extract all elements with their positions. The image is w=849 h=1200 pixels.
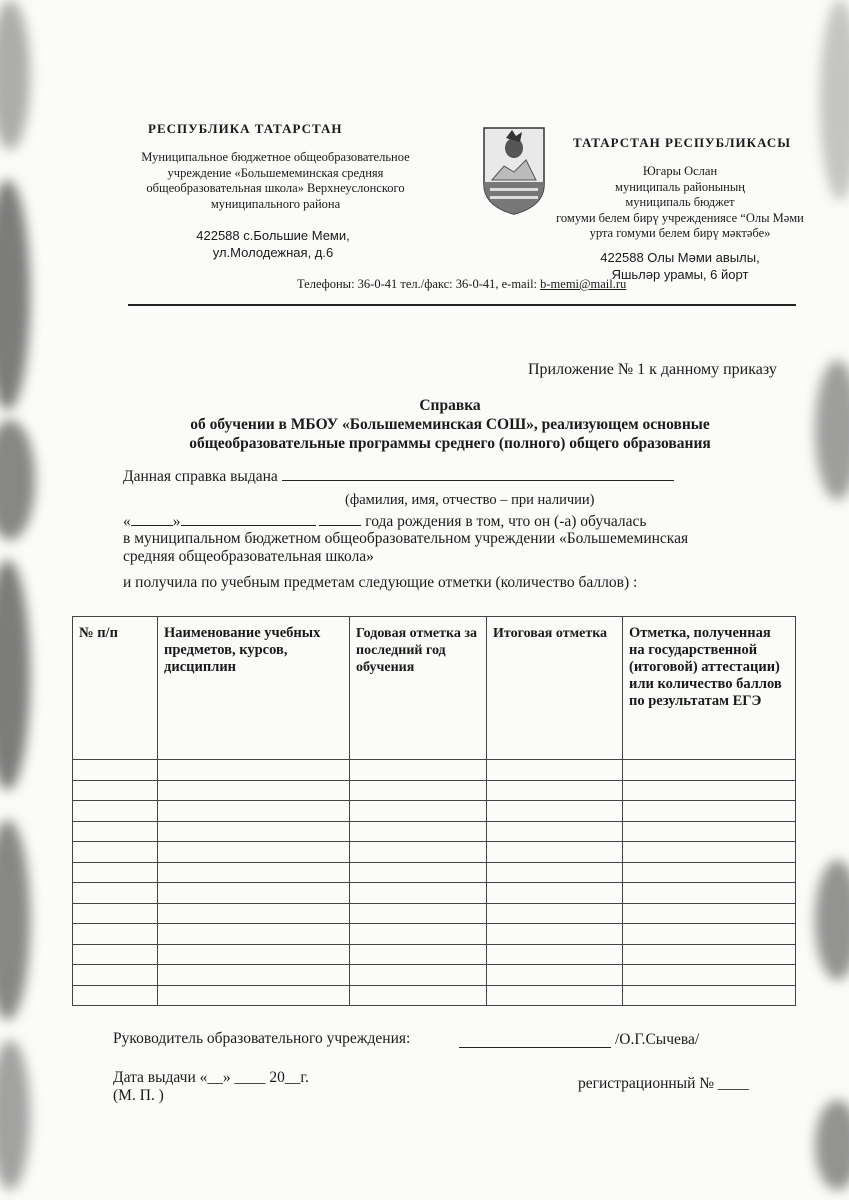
table-cell[interactable] — [350, 965, 487, 986]
table-row — [73, 780, 796, 801]
table-cell[interactable] — [623, 924, 796, 945]
table-cell[interactable] — [623, 985, 796, 1006]
table-row — [73, 760, 796, 781]
col-exam-result: Отметка, полученная на государственной (итоговой) аттестации) или количество баллов по результатам ЕГЭ — [623, 617, 796, 760]
table-row — [73, 842, 796, 863]
table-cell[interactable] — [73, 985, 158, 1006]
table-cell[interactable] — [350, 903, 487, 924]
table-cell[interactable] — [487, 760, 623, 781]
registration-number: регистрационный № ____ — [578, 1075, 749, 1092]
email-link[interactable]: b-memi@mail.ru — [540, 277, 627, 291]
table-cell[interactable] — [73, 965, 158, 986]
director-name: /О.Г.Сычева/ — [615, 1031, 700, 1048]
table-cell[interactable] — [350, 985, 487, 1006]
table-cell[interactable] — [158, 821, 350, 842]
table-cell[interactable] — [623, 965, 796, 986]
table-cell[interactable] — [73, 801, 158, 822]
coat-of-arms-icon — [482, 126, 546, 216]
table-cell[interactable] — [623, 780, 796, 801]
table-cell[interactable] — [487, 903, 623, 924]
director-signature-field[interactable] — [459, 1047, 611, 1048]
table-cell[interactable] — [623, 883, 796, 904]
table-cell[interactable] — [158, 985, 350, 1006]
table-cell[interactable] — [487, 842, 623, 863]
table-cell[interactable] — [623, 760, 796, 781]
table-cell[interactable] — [73, 903, 158, 924]
table-cell[interactable] — [623, 842, 796, 863]
birth-line: « » года рождения в том, что он (-а) обучалась — [123, 513, 647, 530]
table-cell[interactable] — [623, 821, 796, 842]
table-cell[interactable] — [487, 944, 623, 965]
table-row — [73, 985, 796, 1006]
table-cell[interactable] — [73, 862, 158, 883]
table-cell[interactable] — [487, 924, 623, 945]
table-cell[interactable] — [158, 842, 350, 863]
col-subject: Наименование учебных предметов, курсов, дисциплин — [158, 617, 350, 760]
institution-right: Югары Ослан муниципаль районының муниципаль бюджет гомуми белем бирү учреждениясе “Олы Мәми урта гомуми белем бирү мәктәбе» — [556, 164, 804, 240]
table-cell[interactable] — [487, 862, 623, 883]
col-number: № п/п — [73, 617, 158, 760]
table-cell[interactable] — [487, 801, 623, 822]
table-cell[interactable] — [158, 965, 350, 986]
table-cell[interactable] — [623, 862, 796, 883]
table-cell[interactable] — [487, 883, 623, 904]
table-cell[interactable] — [73, 944, 158, 965]
director-line: Руководитель образовательного учреждения: — [113, 1030, 411, 1047]
table-cell[interactable] — [350, 760, 487, 781]
table-cell[interactable] — [158, 862, 350, 883]
table-cell[interactable] — [158, 924, 350, 945]
table-cell[interactable] — [487, 965, 623, 986]
received-line: и получила по учебным предметам следующие отметки (количество баллов) : — [123, 574, 638, 591]
table-cell[interactable] — [623, 801, 796, 822]
table-row — [73, 903, 796, 924]
issued-to-field[interactable] — [282, 466, 674, 481]
table-cell[interactable] — [350, 883, 487, 904]
col-annual-grade: Годовая отметка за последний год обучения — [350, 617, 487, 760]
table-row — [73, 862, 796, 883]
table-row — [73, 801, 796, 822]
institution-left: Муниципальное бюджетное общеобразовательное учреждение «Большемеминская средняя общеобразовательная школа» Верхнеуслонского муниципального района — [141, 150, 410, 211]
table-header-row — [73, 617, 796, 760]
table-cell[interactable] — [623, 944, 796, 965]
issue-date: Дата выдачи «__» ____ 20__г. — [113, 1069, 309, 1086]
table-cell[interactable] — [350, 862, 487, 883]
table-cell[interactable] — [487, 780, 623, 801]
table-cell[interactable] — [73, 883, 158, 904]
table-cell[interactable] — [623, 903, 796, 924]
table-cell[interactable] — [73, 780, 158, 801]
grades-table — [72, 616, 796, 1006]
issued-to-hint: (фамилия, имя, отчество – при наличии) — [345, 492, 595, 508]
stamp-placeholder: (М. П. ) — [113, 1087, 164, 1104]
address-right: 422588 Олы Мәми авылы, Яшьләр урамы, 6 йорт — [600, 250, 760, 282]
birth-month-field[interactable] — [181, 511, 316, 526]
table-cell[interactable] — [158, 801, 350, 822]
republic-right: ТАТАРСТАН РЕСПУБЛИКАСЫ — [573, 135, 791, 150]
appendix-note: Приложение № 1 к данному приказу — [528, 361, 777, 378]
table-cell[interactable] — [73, 842, 158, 863]
table-row — [73, 883, 796, 904]
table-row — [73, 944, 796, 965]
address-left: 422588 с.Большие Меми, ул.Молодежная, д.6 — [196, 228, 350, 260]
table-cell[interactable] — [158, 760, 350, 781]
document-title: Справка об обучении в МБОУ «Большемеминская СОШ», реализующем основные общеобразовательные программы среднего (полного) общего образования — [189, 397, 711, 452]
header-divider — [128, 304, 796, 306]
table-cell[interactable] — [350, 801, 487, 822]
table-cell[interactable] — [158, 944, 350, 965]
birth-year-field[interactable] — [319, 511, 361, 526]
col-final-grade: Итоговая отметка — [487, 617, 623, 760]
table-row — [73, 965, 796, 986]
table-cell[interactable] — [350, 944, 487, 965]
table-cell[interactable] — [158, 903, 350, 924]
table-cell[interactable] — [73, 760, 158, 781]
table-cell[interactable] — [487, 821, 623, 842]
table-row — [73, 924, 796, 945]
birth-day-field[interactable] — [131, 511, 173, 526]
table-cell[interactable] — [487, 985, 623, 1006]
table-cell[interactable] — [73, 924, 158, 945]
republic-left: РЕСПУБЛИКА ТАТАРСТАН — [148, 121, 343, 136]
table-cell[interactable] — [350, 821, 487, 842]
table-cell[interactable] — [158, 883, 350, 904]
table-cell[interactable] — [73, 821, 158, 842]
contacts: Телефоны: 36-0-41 тел./факс: 36-0-41, e-mail: b-memi@mail.ru — [297, 277, 627, 291]
table-cell[interactable] — [158, 780, 350, 801]
table-row — [73, 821, 796, 842]
table-cell[interactable] — [350, 842, 487, 863]
table-cell[interactable] — [350, 924, 487, 945]
table-cell[interactable] — [350, 780, 487, 801]
studied-line: в муниципальном бюджетном общеобразовательном учреждении «Большемеминская средняя общеобразовательная школа» — [123, 530, 689, 565]
issued-to: Данная справка выдана — [123, 466, 674, 486]
